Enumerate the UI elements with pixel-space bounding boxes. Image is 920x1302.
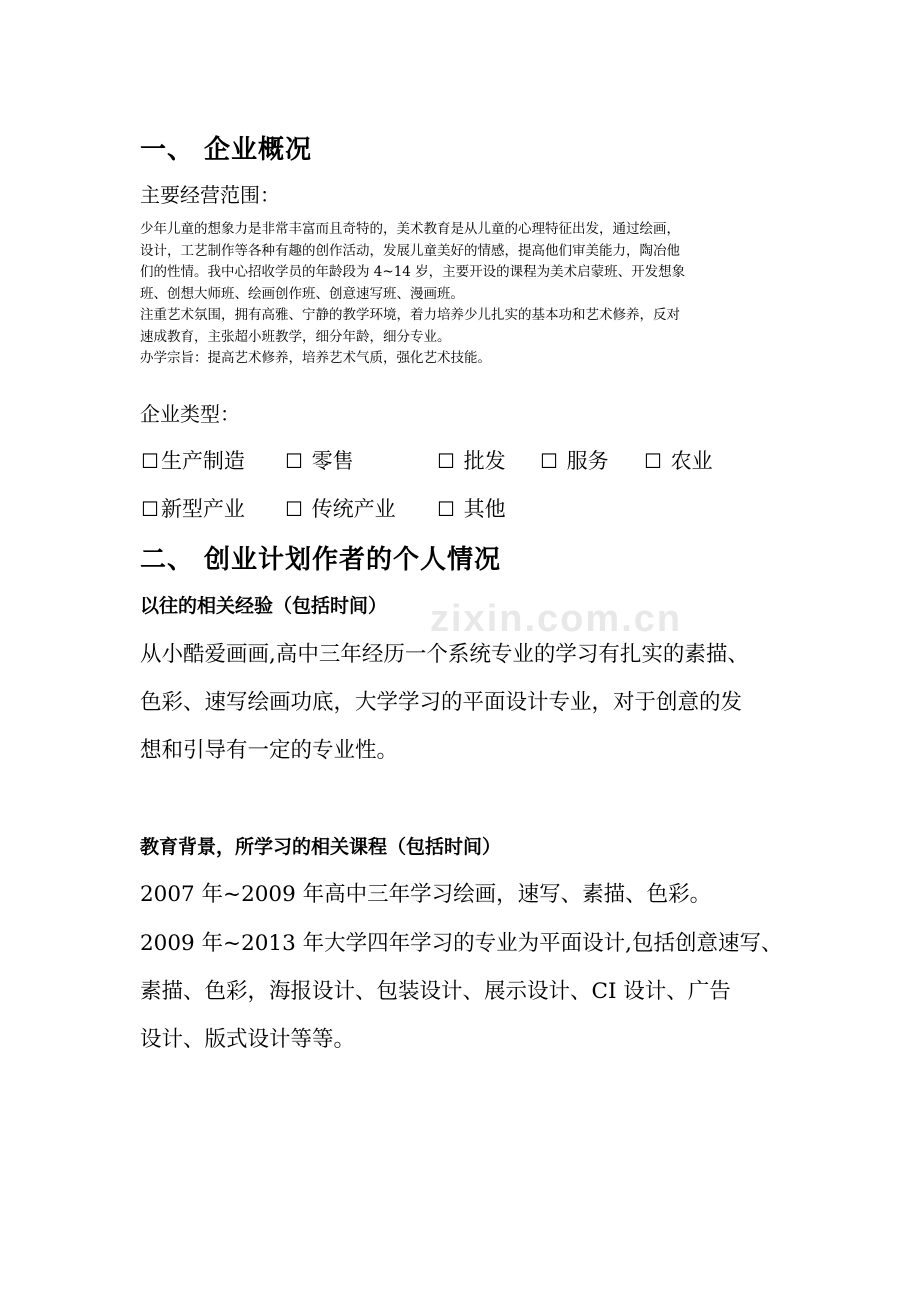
checkbox-icon[interactable]: ☐ [141,449,159,473]
experience-line: 从小酷爱画画,高中三年经历一个系统专业的学习有扎实的素描、 [140,642,749,667]
checkbox-icon[interactable]: ☐ [437,449,455,473]
scope-line: 班、创想大师班、绘画创作班、创意速写班、漫画班。 [140,285,464,302]
checkbox-icon[interactable]: ☐ [285,449,303,473]
watermark: zixin.com.cn [430,598,683,640]
checkbox-icon[interactable]: ☐ [644,449,662,473]
experience-heading: 以往的相关经验（包括时间） [140,595,388,617]
option-label: 零售 [311,449,354,473]
option-agriculture[interactable] [644,445,713,475]
checkbox-icon[interactable]: ☐ [141,497,159,521]
option-label: 批发 [463,449,506,473]
experience-line: 想和引导有一定的专业性。 [140,738,399,763]
option-label: 传统产业 [311,497,396,521]
checkbox-icon[interactable]: ☐ [540,449,558,473]
enterprise-type-label: 企业类型： [140,402,240,426]
business-scope-label: 主要经营范围： [140,183,280,207]
education-line: 2007 年~2009 年高中三年学习绘画，速写、素描、色彩。 [140,882,712,907]
section-1-heading [140,129,312,166]
option-manufacturing[interactable] [141,445,245,475]
section-2-heading [140,539,501,576]
option-label: 服务 [566,449,609,473]
scope-line: 速成教育，主张超小班教学，细分年龄，细分专业。 [140,328,451,345]
option-wholesale[interactable] [437,445,506,475]
scope-line: 们的性情。我中心招收学员的年龄段为 4~14 岁，主要开设的课程为美术启蒙班、开发想象 [140,264,686,280]
option-retail[interactable] [285,445,354,475]
experience-line: 色彩、速写绘画功底，大学学习的平面设计专业，对于创意的发 [140,690,743,715]
option-label: 生产制造 [160,449,245,473]
option-service[interactable] [540,445,609,475]
section-1-number: 一、 [140,135,195,165]
scope-line: 少年儿童的想象力是非常丰富而且奇特的，美术教育是从儿童的心理特征出发，通过绘画， [140,221,680,237]
option-traditional-industry[interactable] [285,493,396,523]
section-2-title: 创业计划作者的个人情况 [204,545,502,575]
section-2-number: 二、 [140,545,195,575]
education-line: 素描、色彩，海报设计、包装设计、展示设计、CI 设计、广告 [140,979,731,1004]
checkbox-icon[interactable]: ☐ [285,497,303,521]
option-other[interactable] [437,493,506,523]
scope-line: 注重艺术氛围，拥有高雅、宁静的教学环境，着力培养少儿扎实的基本功和艺术修养，反对 [140,307,680,323]
education-heading: 教育背景，所学习的相关课程（包括时间） [140,836,502,858]
option-new-industry[interactable] [141,493,245,523]
option-label: 农业 [670,449,713,473]
section-1-title: 企业概况 [204,135,313,165]
scope-line: 设计，工艺制作等各种有趣的创作活动，发展儿童美好的情感，提高他们审美能力，陶冶他 [140,242,680,259]
checkbox-icon[interactable]: ☐ [437,497,455,521]
scope-line: 办学宗旨：提高艺术修养，培养艺术气质，强化艺术技能。 [140,350,491,366]
option-label: 新型产业 [160,497,245,521]
business-scope-text [140,219,685,370]
option-label: 其他 [463,497,506,521]
education-line: 2009 年~2013 年大学四年学习的专业为平面设计,包括创意速写、 [140,931,783,956]
education-line: 设计、版式设计等等。 [140,1027,356,1052]
